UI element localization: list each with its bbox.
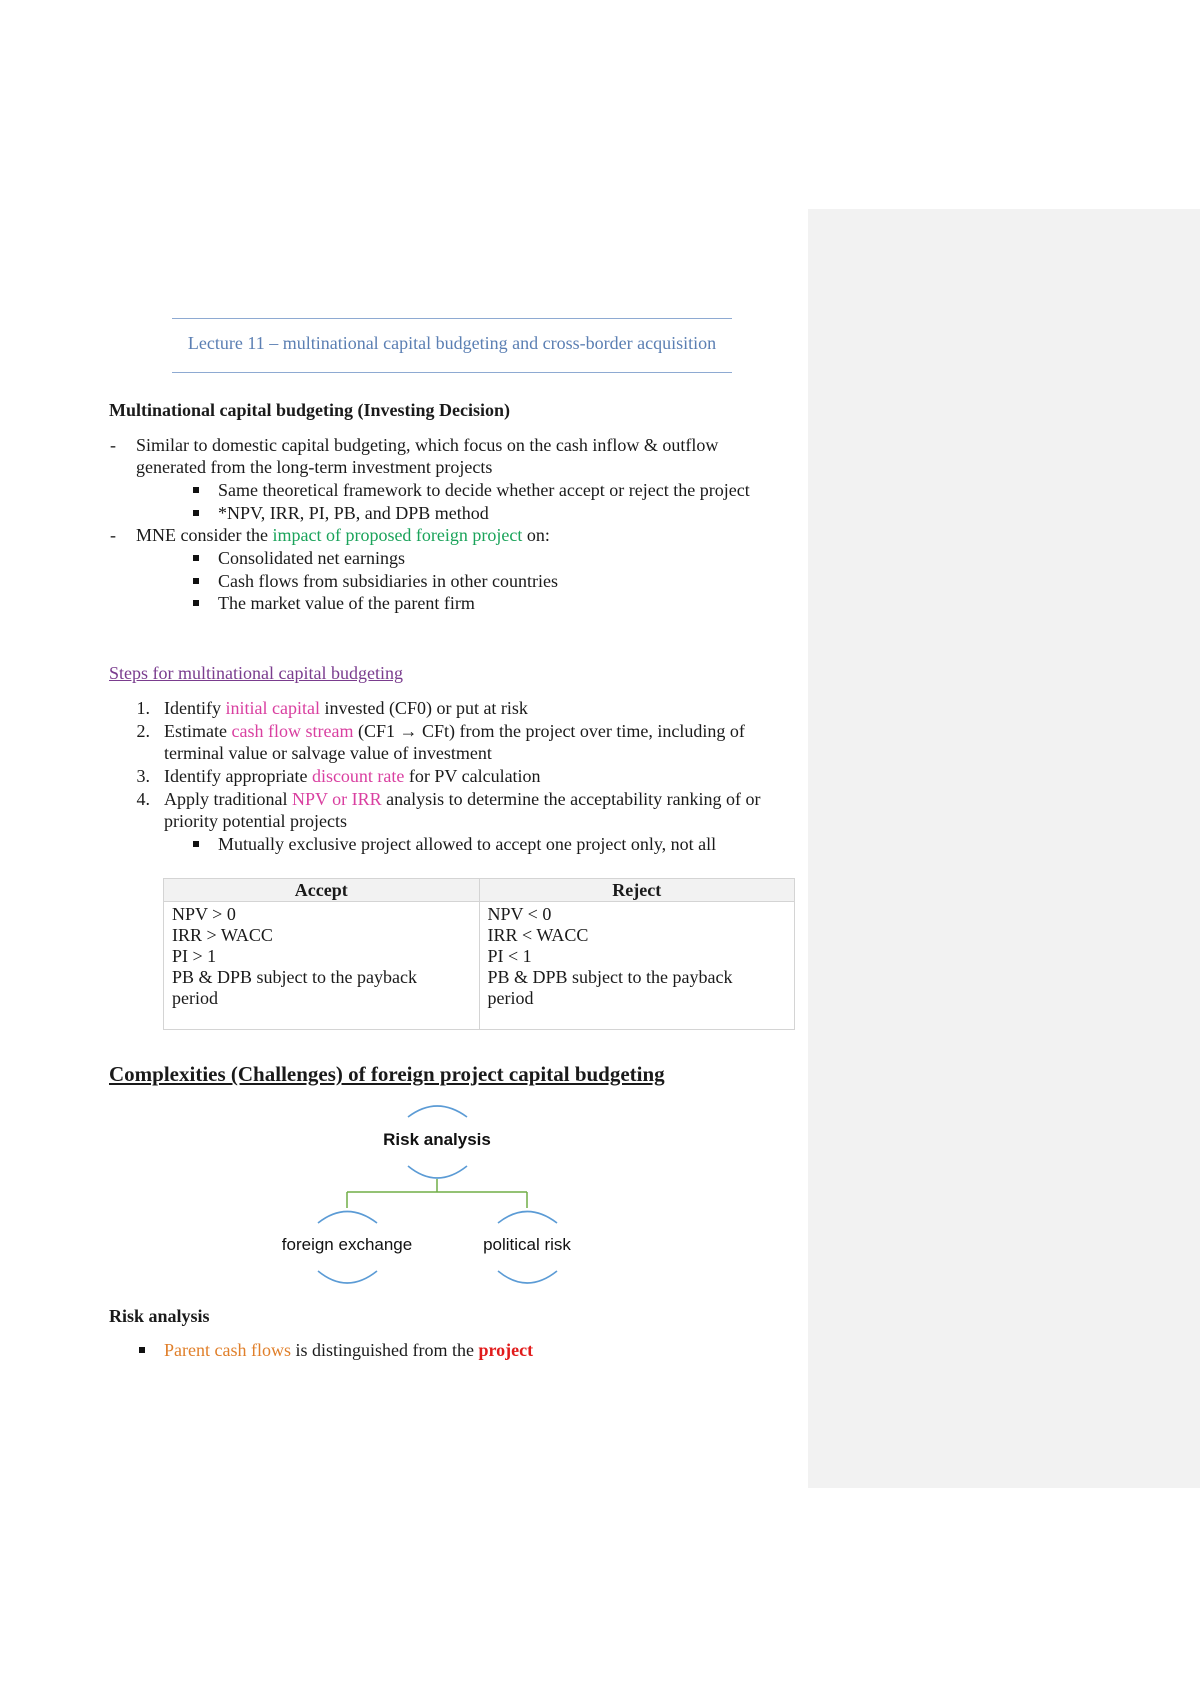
root-top-arc bbox=[408, 1106, 467, 1117]
bullet-similar-line1: Similar to domestic capital budgeting, which focus on the cash inflow & outflow bbox=[136, 435, 719, 455]
child2-bottom-arc bbox=[498, 1271, 557, 1283]
child2-top-arc bbox=[498, 1212, 557, 1224]
dash-bullet: - bbox=[110, 435, 116, 455]
accept-irr: IRR > WACC bbox=[172, 925, 273, 945]
step-3-highlight: discount rate bbox=[311, 766, 405, 786]
step-3-pre: Identify appropriate bbox=[164, 766, 312, 786]
steps-heading-link[interactable]: Steps for multinational capital budgeting bbox=[109, 663, 403, 683]
sub-bullet-earnings: Consolidated net earnings bbox=[218, 548, 405, 568]
reject-irr: IRR < WACC bbox=[487, 925, 589, 945]
step-4-post: analysis to determine the acceptability ranking of or bbox=[381, 789, 761, 809]
step-4-line2: priority potential projects bbox=[164, 811, 347, 831]
table-header-reject: Reject bbox=[479, 879, 795, 902]
accept-pb: PB & DPB subject to the payback bbox=[172, 967, 417, 987]
accept-period: period bbox=[172, 988, 218, 1008]
step-1-pre: Identify bbox=[164, 698, 226, 718]
reject-npv: NPV < 0 bbox=[487, 904, 552, 924]
node-political-risk: political risk bbox=[483, 1235, 571, 1254]
reject-period: period bbox=[487, 988, 534, 1008]
node-risk-analysis: Risk analysis bbox=[383, 1130, 491, 1149]
reject-pb: PB & DPB subject to the payback bbox=[487, 967, 733, 987]
square-bullet bbox=[139, 1347, 145, 1353]
sub-bullet-methods: *NPV, IRR, PI, PB, and DPB method bbox=[218, 503, 489, 523]
risk-bullet-highlight: Parent cash flows bbox=[164, 1340, 291, 1360]
node-foreign-exchange: foreign exchange bbox=[281, 1235, 413, 1254]
step-number: 2. bbox=[136, 721, 150, 741]
step-1-post: invested (CF0) or put at risk bbox=[319, 698, 528, 718]
step-4-highlight: NPV or IRR bbox=[291, 789, 382, 809]
root-bottom-arc bbox=[408, 1166, 467, 1178]
lecture-title: Lecture 11 – multinational capital budgeting and cross-border acquisition bbox=[187, 333, 717, 353]
accept-pi: PI > 1 bbox=[172, 946, 217, 966]
step-4-pre: Apply traditional bbox=[164, 789, 292, 809]
bullet-mne-pre: MNE consider the bbox=[136, 525, 273, 545]
risk-bullet-end: project bbox=[478, 1340, 534, 1360]
sub-bullet-framework: Same theoretical framework to decide whether accept or reject the project bbox=[218, 480, 750, 500]
step-2-pre: Estimate bbox=[164, 721, 232, 741]
reject-pi: PI < 1 bbox=[487, 946, 532, 966]
section-heading-multinational: Multinational capital budgeting (Investing Decision) bbox=[109, 400, 511, 420]
child1-bottom-arc bbox=[318, 1271, 377, 1283]
sub-bullet-market-value: The market value of the parent firm bbox=[218, 593, 475, 613]
bullet-mne-post: on: bbox=[522, 525, 550, 545]
table-header-accept: Accept bbox=[164, 879, 480, 902]
complexities-heading: Complexities (Challenges) of foreign project capital budgeting bbox=[109, 1062, 665, 1086]
risk-bullet-parent-cash-flows bbox=[164, 1339, 533, 1362]
step-3-post: for PV calculation bbox=[404, 766, 541, 786]
risk-analysis-heading: Risk analysis bbox=[109, 1306, 210, 1326]
step-4-sub-bullet: Mutually exclusive project allowed to accept one project only, not all bbox=[218, 834, 717, 854]
sub-bullet-cashflows: Cash flows from subsidiaries in other countries bbox=[218, 571, 558, 591]
dash-bullet: - bbox=[110, 525, 116, 545]
step-1-highlight: initial capital bbox=[225, 698, 320, 718]
step-2-post: (CF1 → CFt) from the project over time, including of bbox=[353, 721, 745, 741]
bullet-mne-highlight: impact of proposed foreign project bbox=[272, 525, 523, 545]
child1-top-arc bbox=[318, 1212, 377, 1224]
step-2-line2: terminal value or salvage value of investment bbox=[164, 743, 492, 763]
step-number: 3. bbox=[136, 766, 150, 786]
bullet-similar-line2: generated from the long-term investment projects bbox=[136, 457, 493, 477]
risk-bullet-mid: is distinguished from the bbox=[290, 1340, 479, 1360]
step-2-highlight: cash flow stream bbox=[231, 721, 354, 741]
accept-npv: NPV > 0 bbox=[172, 904, 236, 924]
step-number: 4. bbox=[136, 789, 150, 809]
step-number: 1. bbox=[136, 698, 150, 718]
